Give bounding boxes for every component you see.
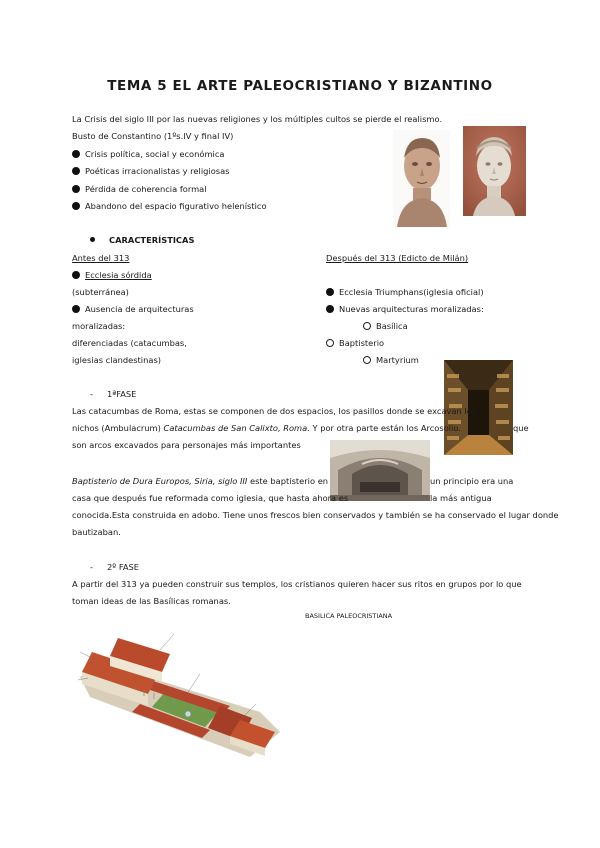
bullet-icon <box>72 185 80 193</box>
antes-313-heading: Antes del 313 <box>72 253 130 263</box>
ecclesia-sordida-sub: (subterránea) <box>72 287 129 297</box>
left-line-moralizadas: moralizadas: <box>72 321 126 331</box>
sub-basilica: Basílica <box>363 321 408 332</box>
circle-bullet-icon <box>363 356 371 364</box>
sub-baptisterio: Baptisterio <box>326 338 384 349</box>
intro-line-1: La Crisis del siglo III por las nuevas religiones y los múltiples cultos se pierde el realismo. <box>72 114 443 124</box>
fase1-p2-line4: bautizaban. <box>72 527 121 537</box>
intro-bullet-1: Crisis política, social y económica <box>72 149 224 160</box>
basilica-illustration <box>70 622 292 762</box>
intro-bullet-3: Pérdida de coherencia formal <box>72 184 207 195</box>
ausencia-arquitecturas: Ausencia de arquitecturas <box>72 304 194 315</box>
ecclesia-sordida: Ecclesia sórdida <box>72 270 152 281</box>
fase2-heading: - 2º FASE <box>90 562 140 572</box>
bullet-icon <box>326 288 334 296</box>
theodosius-bust-image <box>463 126 526 216</box>
sub-martyrium: Martyrium <box>363 355 419 366</box>
dura-europos-image <box>330 440 430 501</box>
circle-bullet-icon <box>326 339 334 347</box>
fase1-p2-line2-end: la más antigua <box>430 493 492 503</box>
nuevas-arquitecturas: Nuevas arquitecturas moralizadas: <box>326 304 484 315</box>
intro-bullet-4: Abandono del espacio figurativo helenístico <box>72 201 267 212</box>
fase2-p1: A partir del 313 ya pueden construir sus templos, los cristianos quieren hacer sus ritos en grupos por lo que <box>72 579 522 589</box>
fase1-p1-line2: nichos (Ambulacrum) Catacumbas de San Calixto, Roma. Y por otra parte están los Arcosolio. <box>72 423 461 433</box>
bullet-icon <box>72 305 80 313</box>
fase1-p2-line3: conocida.Esta construida en adobo. Tiene unos frescos bien conservados y también se ha conservado el lugar donde <box>72 510 559 520</box>
fase1-p1-line1: Las catacumbas de Roma, estas se componen de dos espacios, los pasillos donde se excavan los <box>72 406 477 416</box>
intro-bullet-2: Poéticas irracionalistas y religiosas <box>72 166 230 177</box>
fase1-heading: - 1ªFASE <box>90 389 137 399</box>
page-title: TEMA 5 EL ARTE PALEOCRISTIANO Y BIZANTINO <box>107 78 493 94</box>
fase1-p2-line1: Baptisterio de Dura Europos, Siria, siglo III este baptisterio en <box>72 476 329 486</box>
fase1-p2-line2: casa que después fue reformada como iglesia, que hasta ahora es <box>72 493 349 503</box>
left-line-iglesias: iglesias clandestinas) <box>72 355 162 365</box>
bullet-icon <box>72 202 80 210</box>
caracteristicas-heading: CARACTERÍSTICAS <box>90 235 194 246</box>
bullet-icon <box>72 271 80 279</box>
basilica-caption: BASILICA PALEOCRISTIANA <box>305 612 393 620</box>
circle-bullet-icon <box>363 322 371 330</box>
fase2-p2: toman ideas de las Basílicas romanas. <box>72 596 231 606</box>
intro-line-2: Busto de Constantino (1ºs.IV y final IV) <box>72 131 234 141</box>
bullet-icon <box>72 167 80 175</box>
bullet-icon <box>72 150 80 158</box>
fase1-p1-line2-end: que <box>513 423 529 433</box>
despues-313-heading: Después del 313 (Edicto de Milán) <box>326 253 469 263</box>
fase1-p1-line3: son arcos excavados para personajes más importantes <box>72 440 301 450</box>
bullet-icon <box>326 305 334 313</box>
left-line-diferenciadas: diferenciadas (catacumbas, <box>72 338 187 348</box>
bullet-icon <box>90 237 95 242</box>
ecclesia-triumphans: Ecclesia Triumphans(iglesia oficial) <box>326 287 484 298</box>
constantine-bust-image <box>393 130 450 227</box>
fase1-p2-line1-end: un principio era una <box>430 476 514 486</box>
